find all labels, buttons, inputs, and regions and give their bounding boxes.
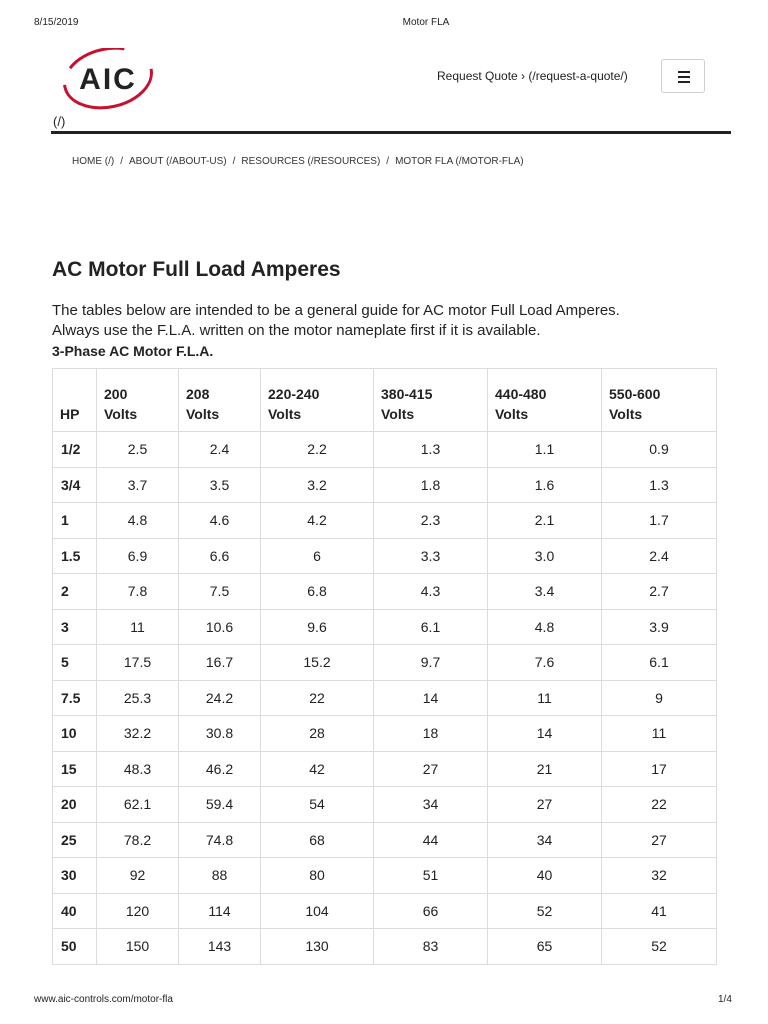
table-row	[53, 538, 717, 574]
breadcrumb-about[interactable]: ABOUT (/ABOUT-US)	[129, 156, 227, 167]
logo-text: AIC	[79, 63, 137, 96]
table-row	[53, 645, 717, 681]
hp-cell: 30	[53, 858, 97, 894]
column-header-voltage	[261, 369, 374, 432]
breadcrumb-separator: /	[120, 156, 123, 167]
fla-value-cell: 11	[602, 716, 717, 752]
table-row	[53, 893, 717, 929]
fla-value-cell: 3.7	[97, 467, 179, 503]
fla-value-cell: 88	[179, 858, 261, 894]
fla-value-cell: 6.1	[374, 609, 488, 645]
fla-value-cell: 6.1	[602, 645, 717, 681]
fla-value-cell: 66	[374, 893, 488, 929]
fla-value-cell: 6.8	[261, 574, 374, 610]
table-body	[53, 432, 717, 965]
table-row	[53, 680, 717, 716]
hp-cell: 20	[53, 787, 97, 823]
fla-value-cell: 114	[179, 893, 261, 929]
fla-value-cell: 150	[97, 929, 179, 965]
fla-value-cell: 104	[261, 893, 374, 929]
fla-value-cell: 6.9	[97, 538, 179, 574]
hp-cell: 10	[53, 716, 97, 752]
fla-value-cell: 11	[488, 680, 602, 716]
fla-value-cell: 4.8	[488, 609, 602, 645]
fla-value-cell: 28	[261, 716, 374, 752]
column-header-line: 550-600	[609, 386, 661, 402]
fla-value-cell: 3.4	[488, 574, 602, 610]
fla-value-cell: 27	[374, 751, 488, 787]
breadcrumb-motor-fla[interactable]: MOTOR FLA (/MOTOR-FLA)	[395, 156, 524, 167]
fla-value-cell: 2.5	[97, 432, 179, 468]
fla-value-cell: 32.2	[97, 716, 179, 752]
fla-value-cell: 27	[602, 822, 717, 858]
hp-cell: 7.5	[53, 680, 97, 716]
hp-cell: 15	[53, 751, 97, 787]
fla-value-cell: 68	[261, 822, 374, 858]
fla-value-cell: 4.6	[179, 503, 261, 539]
fla-value-cell: 25.3	[97, 680, 179, 716]
column-header-unit: Volts	[186, 406, 220, 422]
fla-value-cell: 44	[374, 822, 488, 858]
fla-value-cell: 2.4	[179, 432, 261, 468]
fla-value-cell: 9	[602, 680, 717, 716]
table-row	[53, 432, 717, 468]
hp-cell: 50	[53, 929, 97, 965]
column-header-unit: Volts	[104, 406, 138, 422]
breadcrumb-resources[interactable]: RESOURCES (/RESOURCES)	[241, 156, 381, 167]
fla-value-cell: 1.3	[374, 432, 488, 468]
fla-value-cell: 52	[488, 893, 602, 929]
column-header-unit: Volts	[268, 406, 302, 422]
fla-value-cell: 10.6	[179, 609, 261, 645]
hp-cell: 3/4	[53, 467, 97, 503]
intro-line: The tables below are intended to be a general guide for AC motor Full Load Amperes.	[52, 302, 620, 319]
fla-value-cell: 2.7	[602, 574, 717, 610]
breadcrumb-separator: /	[232, 156, 236, 167]
fla-value-cell: 34	[374, 787, 488, 823]
column-header-line: 200	[104, 386, 128, 402]
fla-table	[52, 368, 717, 965]
page-title: AC Motor Full Load Amperes	[52, 258, 341, 281]
fla-value-cell: 17.5	[97, 645, 179, 681]
column-header-unit: Volts	[609, 406, 643, 422]
fla-value-cell: 1.3	[602, 467, 717, 503]
table-row	[53, 467, 717, 503]
logo-link-url[interactable]: (/)	[53, 114, 66, 129]
hp-cell: 1	[53, 503, 97, 539]
fla-value-cell: 59.4	[179, 787, 261, 823]
fla-value-cell: 78.2	[97, 822, 179, 858]
hp-cell: 40	[53, 893, 97, 929]
intro-text	[52, 301, 732, 341]
hp-cell: 1.5	[53, 538, 97, 574]
table-row	[53, 609, 717, 645]
fla-value-cell: 3.0	[488, 538, 602, 574]
fla-value-cell: 54	[261, 787, 374, 823]
fla-value-cell: 34	[488, 822, 602, 858]
print-title: Motor FLA	[402, 17, 450, 28]
aic-logo[interactable]	[56, 48, 164, 112]
hp-cell: 3	[53, 609, 97, 645]
column-header-hp	[53, 369, 97, 432]
table-heading: 3-Phase AC Motor F.L.A.	[52, 343, 214, 359]
column-header-voltage	[488, 369, 602, 432]
table-row	[53, 503, 717, 539]
column-header-line: 380-415	[381, 386, 433, 402]
header-divider	[51, 131, 731, 134]
fla-value-cell: 6	[261, 538, 374, 574]
hp-cell: 5	[53, 645, 97, 681]
column-header-line: 208	[186, 386, 210, 402]
fla-value-cell: 7.5	[179, 574, 261, 610]
fla-value-cell: 92	[97, 858, 179, 894]
breadcrumb-separator: /	[386, 156, 390, 167]
column-header-voltage	[179, 369, 261, 432]
fla-value-cell: 21	[488, 751, 602, 787]
fla-value-cell: 30.8	[179, 716, 261, 752]
fla-value-cell: 7.6	[488, 645, 602, 681]
fla-value-cell: 51	[374, 858, 488, 894]
fla-value-cell: 120	[97, 893, 179, 929]
fla-value-cell: 16.7	[179, 645, 261, 681]
column-header-unit: Volts	[381, 406, 415, 422]
fla-value-cell: 65	[488, 929, 602, 965]
fla-value-cell: 6.6	[179, 538, 261, 574]
fla-value-cell: 3.5	[179, 467, 261, 503]
table-row	[53, 822, 717, 858]
fla-value-cell: 0.9	[602, 432, 717, 468]
column-header-voltage	[602, 369, 717, 432]
fla-value-cell: 4.3	[374, 574, 488, 610]
column-header-line: 440-480	[495, 386, 547, 402]
table-row	[53, 929, 717, 965]
fla-value-cell: 130	[261, 929, 374, 965]
table-row	[53, 787, 717, 823]
hp-cell: 2	[53, 574, 97, 610]
fla-value-cell: 3.2	[261, 467, 374, 503]
fla-value-cell: 14	[374, 680, 488, 716]
fla-value-cell: 17	[602, 751, 717, 787]
column-header-unit: Volts	[495, 406, 529, 422]
fla-value-cell: 32	[602, 858, 717, 894]
fla-value-cell: 3.3	[374, 538, 488, 574]
column-header-unit: HP	[60, 406, 80, 422]
fla-value-cell: 2.2	[261, 432, 374, 468]
fla-value-cell: 1.7	[602, 503, 717, 539]
fla-value-cell: 24.2	[179, 680, 261, 716]
column-header-line: 220-240	[268, 386, 320, 402]
fla-value-cell: 3.9	[602, 609, 717, 645]
menu-button[interactable]	[661, 59, 705, 93]
table-row	[53, 751, 717, 787]
table-row	[53, 716, 717, 752]
fla-value-cell: 22	[261, 680, 374, 716]
fla-value-cell: 1.8	[374, 467, 488, 503]
fla-value-cell: 2.4	[602, 538, 717, 574]
hp-cell: 1/2	[53, 432, 97, 468]
print-page-number: 1/4	[718, 994, 732, 1005]
table-row	[53, 858, 717, 894]
fla-value-cell: 83	[374, 929, 488, 965]
fla-value-cell: 15.2	[261, 645, 374, 681]
fla-value-cell: 52	[602, 929, 717, 965]
print-date: 8/15/2019	[34, 17, 79, 28]
fla-value-cell: 41	[602, 893, 717, 929]
fla-value-cell: 62.1	[97, 787, 179, 823]
fla-value-cell: 14	[488, 716, 602, 752]
fla-value-cell: 4.8	[97, 503, 179, 539]
column-header-voltage	[97, 369, 179, 432]
column-header-line	[60, 384, 90, 404]
fla-value-cell: 27	[488, 787, 602, 823]
fla-value-cell: 9.7	[374, 645, 488, 681]
fla-value-cell: 1.6	[488, 467, 602, 503]
fla-value-cell: 42	[261, 751, 374, 787]
column-header-voltage	[374, 369, 488, 432]
fla-value-cell: 7.8	[97, 574, 179, 610]
breadcrumb	[72, 156, 524, 167]
breadcrumb-home[interactable]: HOME (/)	[72, 156, 115, 167]
table-row	[53, 574, 717, 610]
fla-value-cell: 1.1	[488, 432, 602, 468]
intro-line: Always use the F.L.A. written on the motor nameplate first if it is available.	[52, 322, 541, 339]
fla-value-cell: 40	[488, 858, 602, 894]
fla-value-cell: 2.3	[374, 503, 488, 539]
fla-value-cell: 11	[97, 609, 179, 645]
fla-value-cell: 74.8	[179, 822, 261, 858]
fla-value-cell: 48.3	[97, 751, 179, 787]
hp-cell: 25	[53, 822, 97, 858]
table-header-row	[53, 369, 717, 432]
fla-value-cell: 2.1	[488, 503, 602, 539]
fla-value-cell: 80	[261, 858, 374, 894]
print-url: www.aic-controls.com/motor-fla	[34, 994, 173, 1005]
request-quote-link[interactable]: Request Quote › (/request-a-quote/)	[437, 69, 628, 83]
fla-value-cell: 9.6	[261, 609, 374, 645]
fla-value-cell: 46.2	[179, 751, 261, 787]
fla-value-cell: 4.2	[261, 503, 374, 539]
fla-value-cell: 22	[602, 787, 717, 823]
fla-value-cell: 18	[374, 716, 488, 752]
fla-value-cell: 143	[179, 929, 261, 965]
